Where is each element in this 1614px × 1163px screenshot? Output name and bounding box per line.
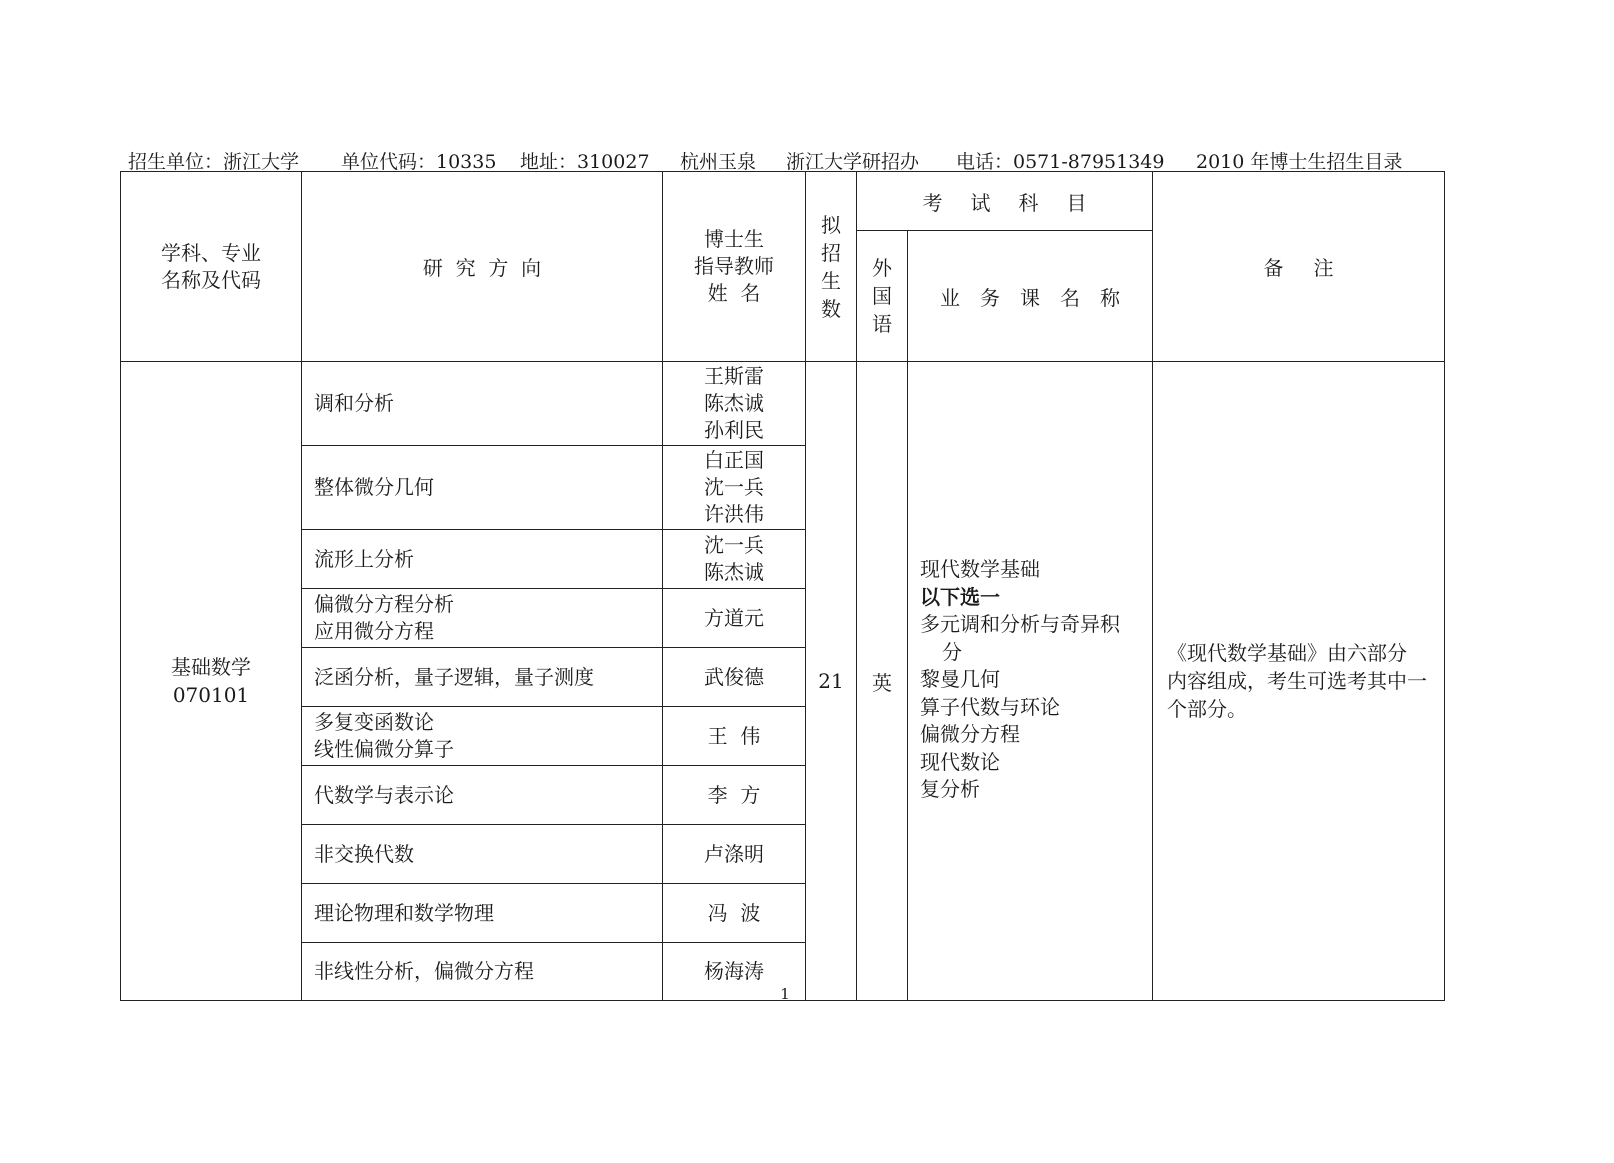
remarks-cell: 《现代数学基础》由六部分 内容组成，考生可选考其中一 个部分。 (1153, 362, 1445, 1001)
direction-cell: 多复变函数论 线性偏微分算子 (302, 707, 663, 766)
supervisor-cell: 方道元 (663, 589, 806, 648)
direction-cell: 泛函分析，量子逻辑，量子测度 (302, 648, 663, 707)
col-supervisor-header: 博士生 指导教师 姓 名 (663, 172, 806, 362)
col-language-header: 外 国 语 (857, 231, 908, 362)
col-course-header: 业务课名称 (908, 231, 1153, 362)
supervisor-cell: 沈一兵 陈杰诚 (663, 530, 806, 589)
quota-cell: 21 (806, 362, 857, 1001)
header-unit: 招生单位：浙江大学 (128, 151, 300, 173)
supervisor-cell: 王斯雷 陈杰诚 孙利民 (663, 362, 806, 446)
program-name-cell: 基础数学 070101 (121, 362, 302, 1001)
supervisor-cell: 卢涤明 (663, 825, 806, 884)
header-code: 单位代码：10335 (341, 151, 497, 173)
supervisor-cell: 武俊德 (663, 648, 806, 707)
supervisor-cell: 冯 波 (663, 884, 806, 943)
course-list-cell: 现代数学基础 以下选一 多元调和分析与奇异积 分 黎曼几何 算子代数与环论 偏微分方程 现代数论 复分析 (908, 362, 1153, 1001)
direction-cell: 理论物理和数学物理 (302, 884, 663, 943)
supervisor-cell: 杨海涛 (663, 943, 806, 1001)
supervisor-cell: 王 伟 (663, 707, 806, 766)
language-cell: 英 (857, 362, 908, 1001)
header-city: 杭州玉泉 (680, 151, 757, 173)
direction-cell: 非线性分析，偏微分方程 (302, 943, 663, 1001)
admissions-catalog-table (120, 171, 1445, 1001)
supervisor-cell: 白正国 沈一兵 许洪伟 (663, 446, 806, 530)
col-exam-header: 考试科目 (857, 172, 1153, 231)
col-discipline-header: 学科、专业 名称及代码 (121, 172, 302, 362)
col-remarks-header: 备注 (1153, 172, 1445, 362)
header-phone: 电话：0571-87951349 (956, 151, 1165, 173)
direction-cell: 整体微分几何 (302, 446, 663, 530)
direction-cell: 非交换代数 (302, 825, 663, 884)
header-office: 浙江大学研招办 (786, 151, 920, 173)
direction-cell: 流形上分析 (302, 530, 663, 589)
col-quota-header: 拟 招 生 数 (806, 172, 857, 362)
page-number: 1 (780, 985, 790, 1003)
header-title: 2010 年博士生招生目录 (1196, 151, 1403, 173)
direction-cell: 代数学与表示论 (302, 766, 663, 825)
col-direction-header: 研 究 方 向 (302, 172, 663, 362)
supervisor-cell: 李 方 (663, 766, 806, 825)
header-address: 地址：310027 (520, 151, 650, 173)
direction-cell: 调和分析 (302, 362, 663, 446)
catalog-header (128, 147, 1428, 171)
direction-cell: 偏微分方程分析 应用微分方程 (302, 589, 663, 648)
